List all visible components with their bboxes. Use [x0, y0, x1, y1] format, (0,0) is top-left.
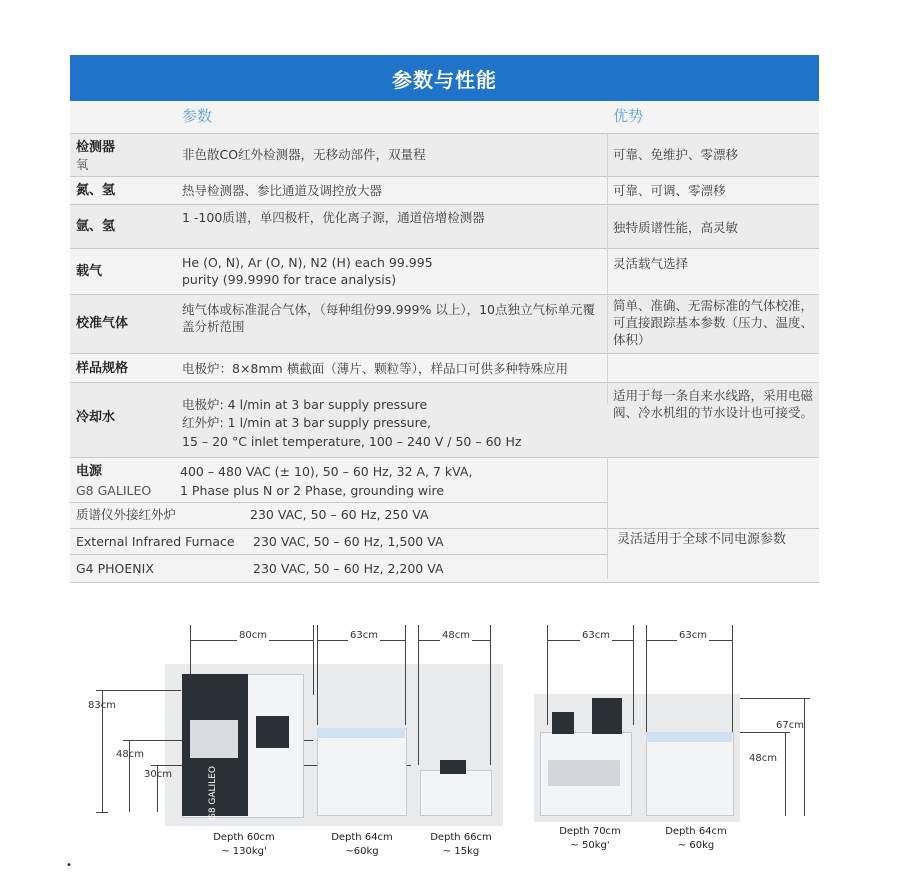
column-divider	[607, 457, 608, 579]
row-param: 非色散CO红外检测器，无移动部件，双量程	[182, 147, 426, 162]
small-unit	[420, 770, 492, 816]
furnace-unit	[317, 728, 407, 816]
row-advantage: 可靠、免维护、零漂移	[613, 147, 739, 162]
power-label: External Infrared Furnace	[76, 534, 235, 549]
row-label: 样品规格	[76, 361, 129, 376]
table-header-row	[70, 101, 819, 134]
width-dim: 63cm	[350, 630, 378, 641]
row-advantage: 简单、准确、无需标准的气体校准，可直接跟踪基本参数（压力、温度、体积）	[613, 298, 814, 347]
power-value: 230 VAC, 50 – 60 Hz, 2,200 VA	[253, 561, 444, 576]
weight-caption: ~60kg	[345, 846, 379, 857]
table-row	[70, 177, 819, 205]
height-dim: 48cm	[749, 753, 777, 764]
power-value: 230 VAC, 50 – 60 Hz, 1,500 VA	[253, 534, 444, 549]
power-advantage: 灵活适用于全球不同电源参数	[617, 532, 787, 547]
power-value: 230 VAC, 50 – 60 Hz, 250 VA	[250, 507, 429, 522]
table-row	[70, 249, 819, 295]
height-dim: 48cm	[116, 749, 144, 760]
weight-caption: ~ 60kg	[677, 840, 715, 851]
depth-caption: Depth 64cm	[331, 832, 393, 843]
table-row	[70, 205, 819, 249]
row-label-sub: G8 GALILEO	[76, 483, 152, 498]
row-label: 校准气体	[76, 316, 129, 331]
height-dim: 67cm	[776, 720, 804, 731]
table-title: 参数与性能	[70, 55, 819, 101]
weight-caption: ~ 130kg'	[221, 846, 267, 857]
row-advantage: 灵活载气选择	[613, 256, 689, 271]
row-advantage: 独特质谱性能，高灵敏	[613, 220, 739, 235]
row-label: 冷却水	[76, 410, 116, 425]
row-param-line: 15 – 20 °C inlet temperature, 100 – 240 V / 50 – 60 Hz	[182, 434, 522, 449]
row-param: 纯气体或标准混合气体，（每种组份99.999% 以上），10点独立气标单元覆盖分析范围	[182, 302, 595, 334]
row-param-line: 电极炉: 4 l/min at 3 bar supply pressure	[182, 397, 428, 412]
table-row	[70, 134, 819, 177]
row-label: 氩、氢	[76, 219, 116, 234]
weight-caption: ~ 15kg	[442, 846, 480, 857]
table-row	[70, 383, 819, 458]
power-label: G4 PHOENIX	[76, 561, 154, 576]
furnace-unit-right	[646, 732, 734, 816]
row-label: 氮、氢	[76, 183, 116, 198]
galileo-brand: G8 GALILEO	[208, 766, 218, 821]
row-param-line: 1 Phase plus N or 2 Phase, grounding wire	[180, 483, 445, 498]
power-label: 质谱仪外接红外炉	[76, 507, 177, 522]
row-label-sub: 氧	[76, 157, 89, 172]
row-advantage: 可靠、可调、零漂移	[613, 183, 726, 198]
height-dim: 83cm	[88, 700, 116, 711]
depth-caption: Depth 60cm	[213, 832, 275, 843]
column-divider	[607, 133, 608, 404]
width-dim: 80cm	[239, 630, 267, 641]
width-dim: 48cm	[442, 630, 470, 641]
width-dim: 63cm	[679, 630, 707, 641]
row-param: 电极炉：8×8mm 横截面（薄片、颗粒等），样品口可供多种特殊应用	[182, 361, 568, 376]
row-param: He (O, N), Ar (O, N), N2 (H) each 99.995 purity (99.9990 for trace analysis)	[182, 255, 433, 287]
weight-caption: ~ 50kg'	[570, 840, 610, 851]
power-block	[70, 458, 819, 583]
row-param: 1 -100质谱，单四极杆，优化离子源，通道倍增检测器	[182, 210, 485, 225]
table-row	[70, 295, 819, 354]
advantage-header: 优势	[613, 107, 644, 125]
depth-caption: Depth 64cm	[665, 826, 727, 837]
depth-caption: Depth 70cm	[559, 826, 621, 837]
row-param: 热导检测器、参比通道及调控放大器	[182, 183, 383, 198]
table-row	[70, 354, 819, 383]
height-dim: 30cm	[144, 769, 172, 780]
param-header: 参数	[182, 107, 213, 125]
footer-bullet: •	[66, 860, 72, 871]
row-advantage: 适用于每一条自来水线路，采用电磁阀、冷水机组的节水设计也可接受。	[613, 388, 814, 420]
row-param-line: 400 – 480 VAC (± 10), 50 – 60 Hz, 32 A, 7 kVA,	[180, 464, 473, 479]
spec-table	[70, 55, 819, 583]
row-label: 检测器	[76, 140, 116, 155]
row-label: 电源	[76, 464, 103, 479]
equipment-figures	[0, 620, 900, 890]
row-param-line: 红外炉: 1 l/min at 3 bar supply pressure,	[182, 415, 432, 430]
width-dim: 63cm	[582, 630, 610, 641]
row-label: 载气	[76, 264, 103, 279]
depth-caption: Depth 66cm	[430, 832, 492, 843]
